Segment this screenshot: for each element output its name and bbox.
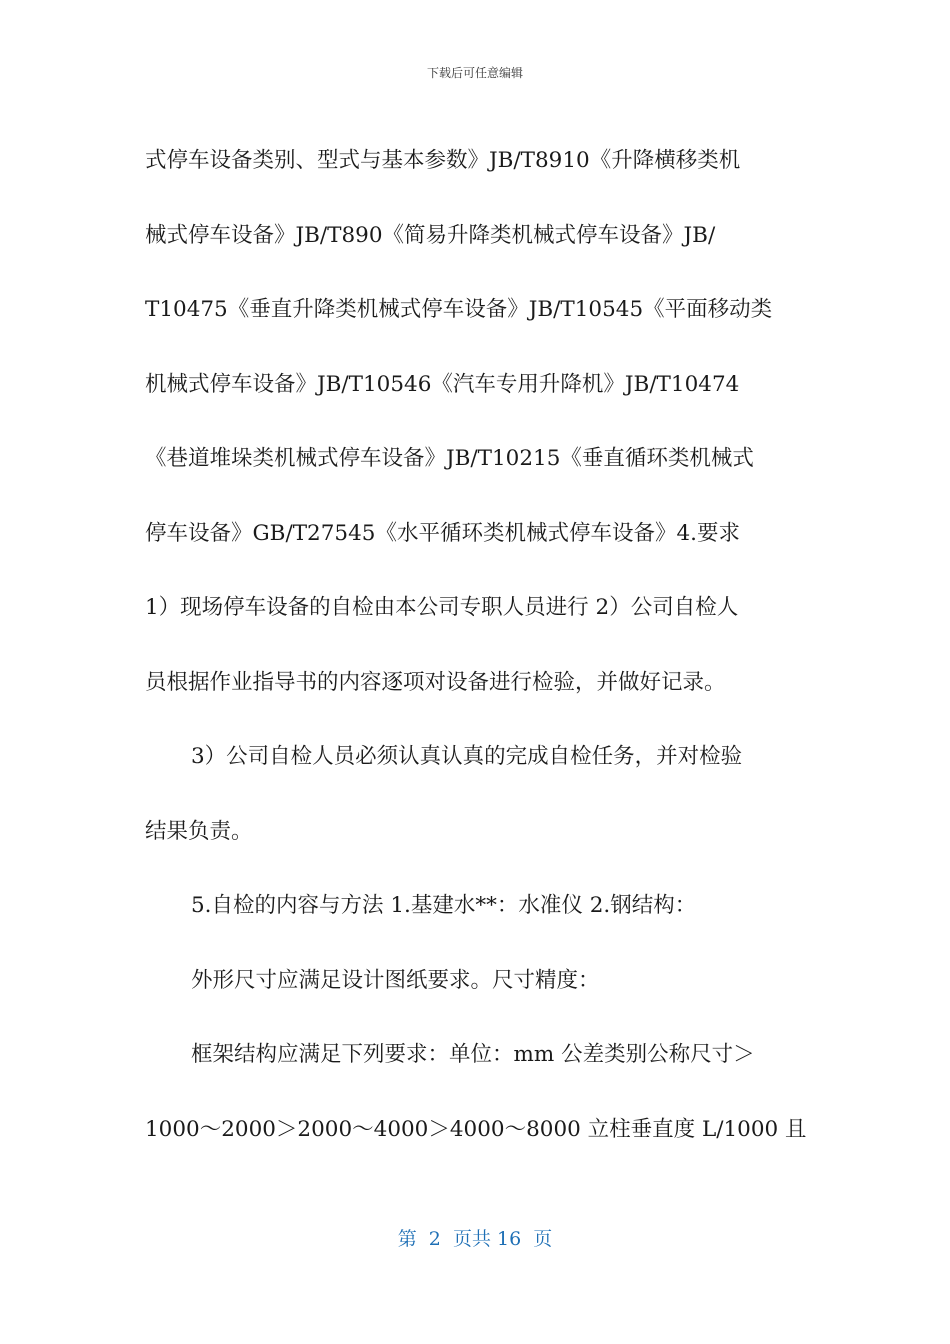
text-line: 1000～2000＞2000～4000＞4000～8000 立柱垂直度 L/1000 且 [145, 1116, 807, 1142]
text-line: 3）公司自检人员必须认真认真的完成自检任务，并对检验 [191, 744, 743, 769]
text-line: 1）现场停车设备的自检由本公司专职人员进行 2）公司自检人 [145, 595, 739, 620]
text-line: 械式停车设备》JB/T890《简易升降类机械式停车设备》JB/ [145, 222, 716, 248]
text-line: 机械式停车设备》JB/T10546《汽车专用升降机》JB/T10474 [145, 371, 740, 397]
text-line: 式停车设备类别、型式与基本参数》JB/T8910《升降横移类机 [145, 148, 741, 173]
text-line: T10475《垂直升降类机械式停车设备》JB/T10545《平面移动类 [145, 297, 773, 322]
page-footer: 第 2 页共 16 页 [397, 1228, 553, 1250]
text-line: 框架结构应满足下列要求：单位：mm 公差类别公称尺寸＞ [191, 1042, 755, 1067]
text-line: 《巷道堆垛类机械式停车设备》JB/T10215《垂直循环类机械式 [145, 446, 754, 471]
text-line: 外形尺寸应满足设计图纸要求。尺寸精度： [191, 967, 600, 993]
text-line: 结果负责。 [145, 818, 253, 844]
text-line: 5.自检的内容与方法 1.基建水**：水准仪 2.钢结构： [191, 893, 697, 918]
body-text [145, 124, 810, 1167]
text-line: 员根据作业指导书的内容逐项对设备进行检验，并做好记录。 [145, 669, 726, 695]
page-header: 下载后可任意编辑 [426, 66, 523, 80]
text-line: 停车设备》GB/T27545《水平循环类机械式停车设备》4.要求 [145, 520, 740, 546]
